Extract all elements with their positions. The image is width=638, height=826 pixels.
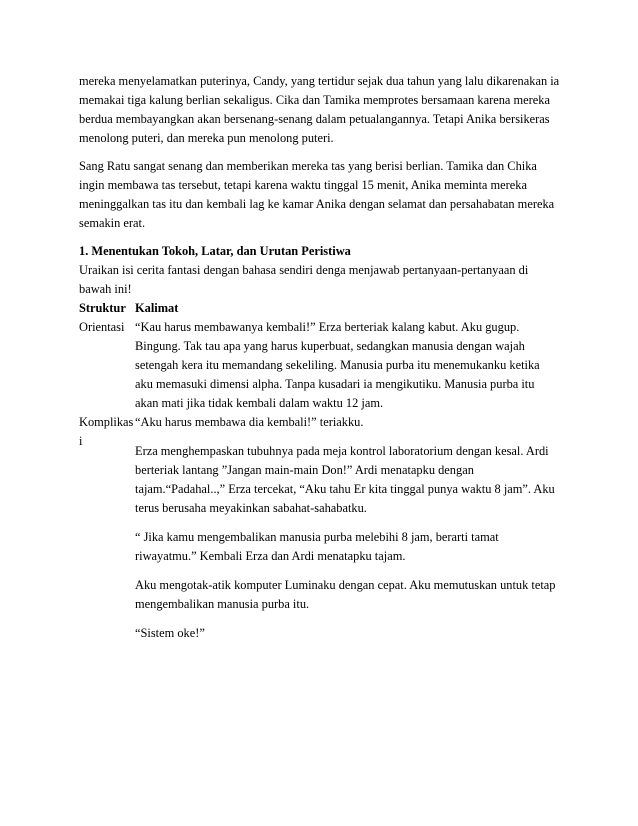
text-line: bawah ini! [79,282,132,296]
text-line: riwayatmu.” Kembali Erza dan Ardi menatapku tajam. [135,549,406,563]
header-struktur: Struktur [79,301,126,315]
paragraph-gap [79,148,559,157]
table-row-orientasi [79,318,559,413]
table-header-row [79,299,559,318]
table-row-komplikasi [79,413,559,643]
cell-kalimat [135,413,559,643]
text-line: “Kau harus membawanya kembali!” Erza berteriak kalang kabut. Aku gugup. [135,320,520,334]
text-line: “Sistem oke!” [135,626,205,640]
paragraph-gap [135,432,559,442]
text-line: Sang Ratu sangat senang dan memberikan mereka tas yang berisi berlian. Tamika dan Chika [79,159,537,173]
section-heading-text: 1. Menentukan Tokoh, Latar, dan Urutan Peristiwa [79,244,351,258]
document-page [79,72,559,643]
text-line: mereka menyelamatkan puterinya, Candy, yang tertidur sejak dua tahun yang lalu dikarenakan ia [79,74,560,88]
text-line: Aku mengotak-atik komputer Luminaku dengan cepat. Aku memutuskan untuk tetap [135,578,556,592]
paragraph-gap [135,566,559,576]
text-line: Erza menghempaskan tubuhnya pada meja kontrol laboratorium dengan kesal. Ardi [135,444,549,458]
intro-paragraph-2 [79,157,559,233]
paragraph-gap [135,518,559,528]
text-line: setengah kera itu memandang sekeliling. Manusia purba itu menemukanku ketika [135,358,540,372]
text-line: mengembalikan manusia purba itu. [135,597,310,611]
paragraph-gap [135,614,559,624]
text-line: ingin membawa tas tersebut, tetapi karena waktu tinggal 15 menit, Anika meminta mereka [79,178,527,192]
text-line: berteriak lantang ”Jangan main-main Don!” Ardi menatapku dengan [135,463,474,477]
header-kalimat: Kalimat [135,301,179,315]
text-line: Bingung. Tak tau apa yang harus kuperbuat, sedangkan manusia dengan wajah [135,339,525,353]
paragraph-gap [79,233,559,242]
text-line: semakin erat. [79,216,146,230]
text-line: menolong puteri, dan mereka pun menolong puteri. [79,131,334,145]
text-line: tajam.“Padahal..,” Erza tercekat, “Aku tahu Er kita tinggal punya waktu 8 jam”. Aku [135,482,555,496]
cell-struktur: Orientasi [79,320,125,334]
text-line: Uraikan isi cerita fantasi dengan bahasa sendiri denga menjawab pertanyaan-pertanyaan di [79,263,529,277]
section-heading [79,242,559,261]
cell-struktur: Komplikasi [79,415,134,448]
text-line: berdua membayangkan akan bersenang-senang dalam petualangannya. Tetapi Anika bersikeras [79,112,550,126]
section-instruction [79,261,559,299]
text-line: terus berusaha meyakinkan sabahat-sahabatku. [135,501,367,515]
text-line: aku memasuki dimensi alpha. Tanpa kusadari ia mengikutiku. Manusia purba itu [135,377,535,391]
text-line: meninggalkan tas itu dan kembali lag ke kamar Anika dengan selamat dan persahabatan mereka [79,197,555,211]
text-line: memakai tiga kalung berlian sekaligus. Cika dan Tamika memprotes bersamaan karena mereka [79,93,550,107]
text-line: “Aku harus membawa dia kembali!” teriakku. [135,415,364,429]
text-line: “ Jika kamu mengembalikan manusia purba melebihi 8 jam, berarti tamat [135,530,499,544]
text-line: akan mati jika tidak kembali dalam waktu 12 jam. [135,396,384,410]
story-structure-table [79,299,559,643]
cell-kalimat [135,318,559,413]
intro-paragraph-1 [79,72,559,148]
